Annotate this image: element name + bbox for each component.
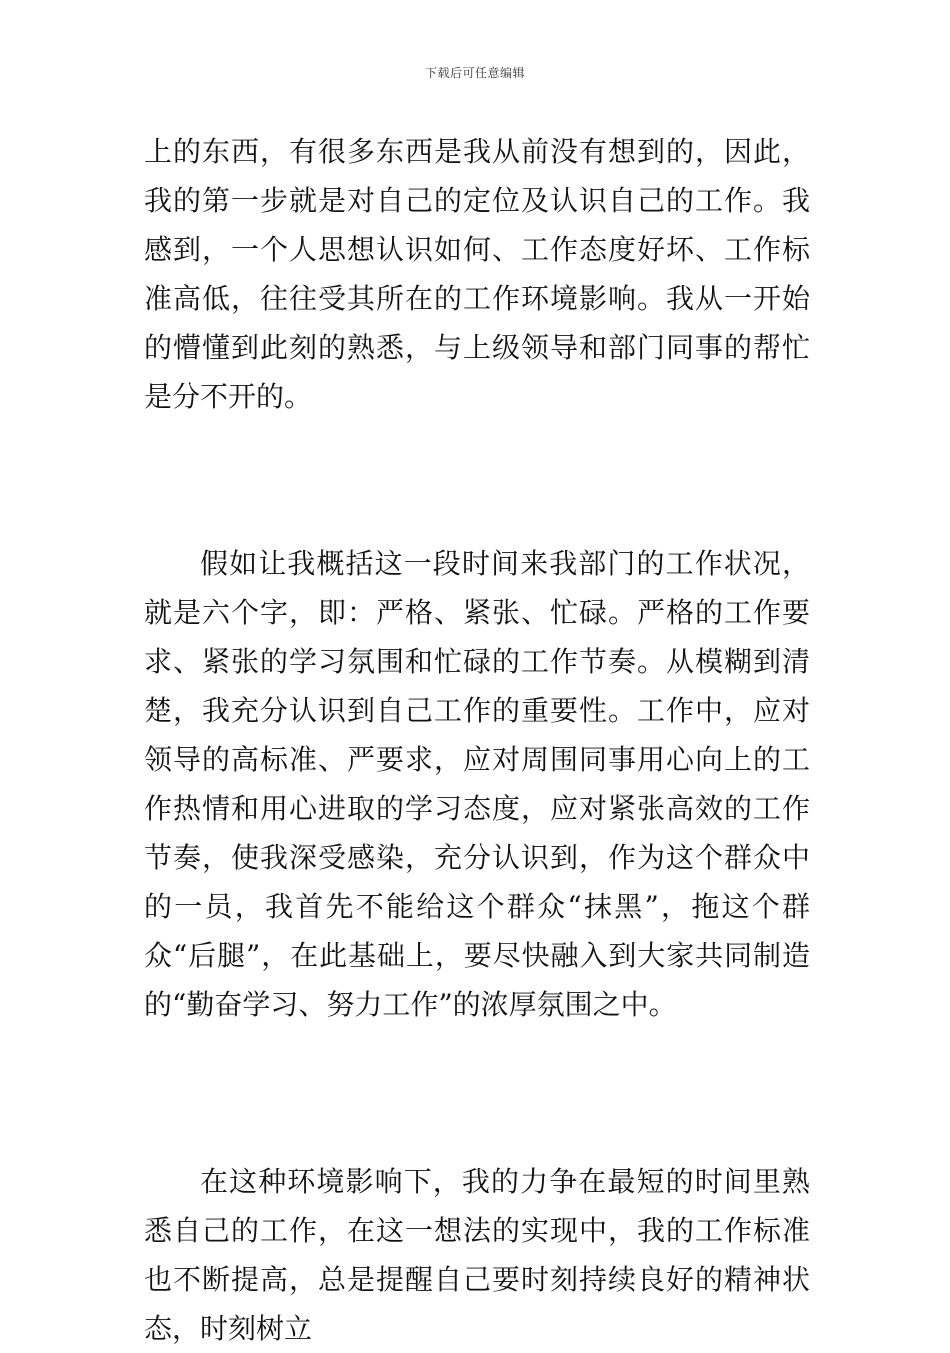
paragraph-work-summary: 假如让我概括这一段时间来我部门的工作状况，就是六个字，即：严格、紧张、忙碌。严格的工作要求、紧张的学习氛围和忙碌的工作节奏。从模糊到清楚，我充分认识到自己工作的重要性。工作中，应对领导的高标准、严要求，应对周围同事用心向上的工作热情和用心进取的学习态度，应对紧张高效的工作节奏，使我深受感染，充分认识到，作为这个群众中的一员，我首先不能给这个群众“抹黑”，拖这个群众“后腿”，在此基础上，要尽快融入到大家共同制造的“勤奋学习、努力工作”的浓厚氛围之中。	[144, 547, 810, 1021]
document-body	[144, 127, 810, 1353]
paragraph-continuation: 上的东西，有很多东西是我从前没有想到的，因此，我的第一步就是对自己的定位及认识自己的工作。我感到，一个人思想认识如何、工作态度好坏、工作标准高低，往往受其所在的工作环境影响。我从一开始的懵懂到此刻的熟悉，与上级领导和部门同事的帮忙是分不开的。	[144, 135, 810, 413]
page-header-note: 下载后可任意编辑	[424, 66, 525, 80]
paragraph-environment-influence: 在这种环境影响下，我的力争在最短的时间里熟悉自己的工作，在这一想法的实现中，我的工作标准也不断提高，总是提醒自己要时刻持续良好的精神状态，时刻树立	[144, 1165, 810, 1345]
paragraph-spacer	[144, 1029, 810, 1157]
paragraph-spacer	[144, 421, 810, 539]
